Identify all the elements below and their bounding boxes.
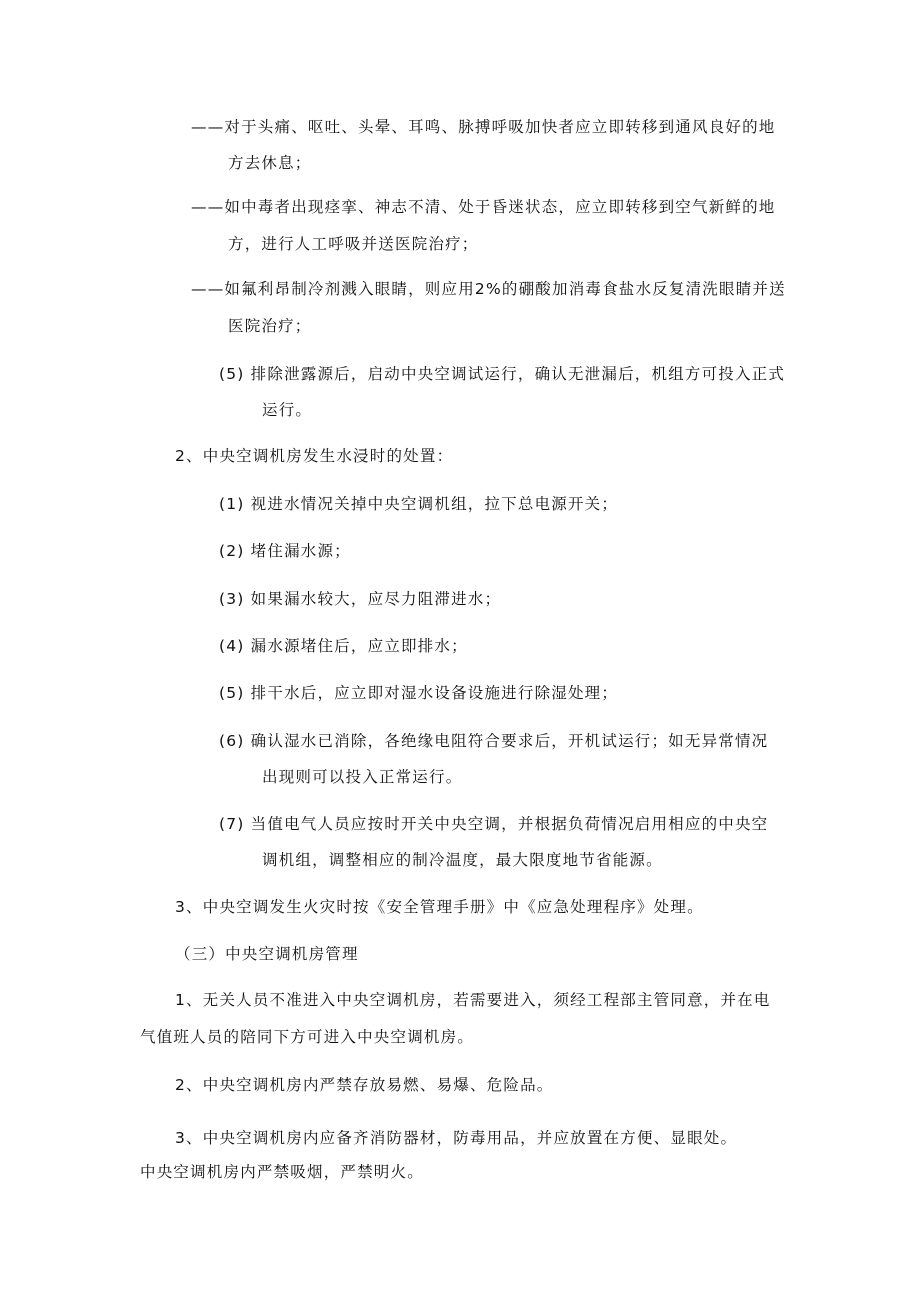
section-heading: 2、中央空调机房发生水浸时的处置： (175, 447, 454, 465)
text-line: 医院治疗； (228, 317, 312, 335)
text-line: 1、无关人员不准进入中央空调机房，若需要进入，须经工程部主管同意，并在电 (175, 991, 771, 1009)
text-line: 方，进行人工呼吸并送医院治疗； (228, 235, 479, 253)
text-line: ——如氟利昂制冷剂溅入眼睛，则应用2%的硼酸加消毒食盐水反复清洗眼睛并送 (191, 280, 786, 298)
text-line: (2) 堵住漏水源； (219, 542, 351, 560)
text-line: ——如中毒者出现痉挛、神志不清、处于昏迷状态，应立即转移到空气新鲜的地 (191, 198, 776, 216)
text-line: 调机组，调整相应的制冷温度，最大限度地节省能源。 (262, 851, 663, 869)
text-line: 气值班人员的陪同下方可进入中央空调机房。 (140, 1028, 475, 1046)
text-line: (5) 排干水后，应立即对湿水设备设施进行除湿处理； (219, 684, 619, 702)
section-heading: （三）中央空调机房管理 (175, 945, 359, 963)
text-line: (7) 当值电气人员应按时开关中央空调，并根据负荷情况启用相应的中央空 (219, 815, 769, 833)
text-line: 中央空调机房内严禁吸烟，严禁明火。 (140, 1163, 424, 1181)
text-line: ——对于头痛、呕吐、头晕、耳鸣、脉搏呼吸加快者应立即转移到通风良好的地 (191, 118, 776, 136)
text-line: 运行。 (262, 401, 313, 419)
text-line: 3、中央空调机房内应备齐消防器材，防毒用品，并应放置在方便、显眼处。 (175, 1129, 738, 1147)
text-line: (3) 如果漏水较大，应尽力阻滞进水； (219, 590, 502, 608)
text-line: (6) 确认湿水已消除，各绝缘电阻符合要求后，开机试运行；如无异常情况 (219, 732, 769, 750)
text-line: (1) 视进水情况关掉中央空调机组，拉下总电源开关； (219, 495, 619, 513)
text-line: 2、中央空调机房内严禁存放易燃、易爆、危险品。 (175, 1076, 554, 1094)
text-line: 出现则可以投入正常运行。 (262, 768, 463, 786)
text-line: (5) 排除泄露源后，启动中央空调试运行，确认无泄漏后，机组方可投入正式 (219, 365, 786, 383)
text-line: 方去休息； (228, 154, 312, 172)
section-heading: 3、中央空调发生火灾时按《安全管理手册》中《应急处理程序》处理。 (175, 898, 704, 916)
text-line: (4) 漏水源堵住后，应立即排水； (219, 637, 468, 655)
